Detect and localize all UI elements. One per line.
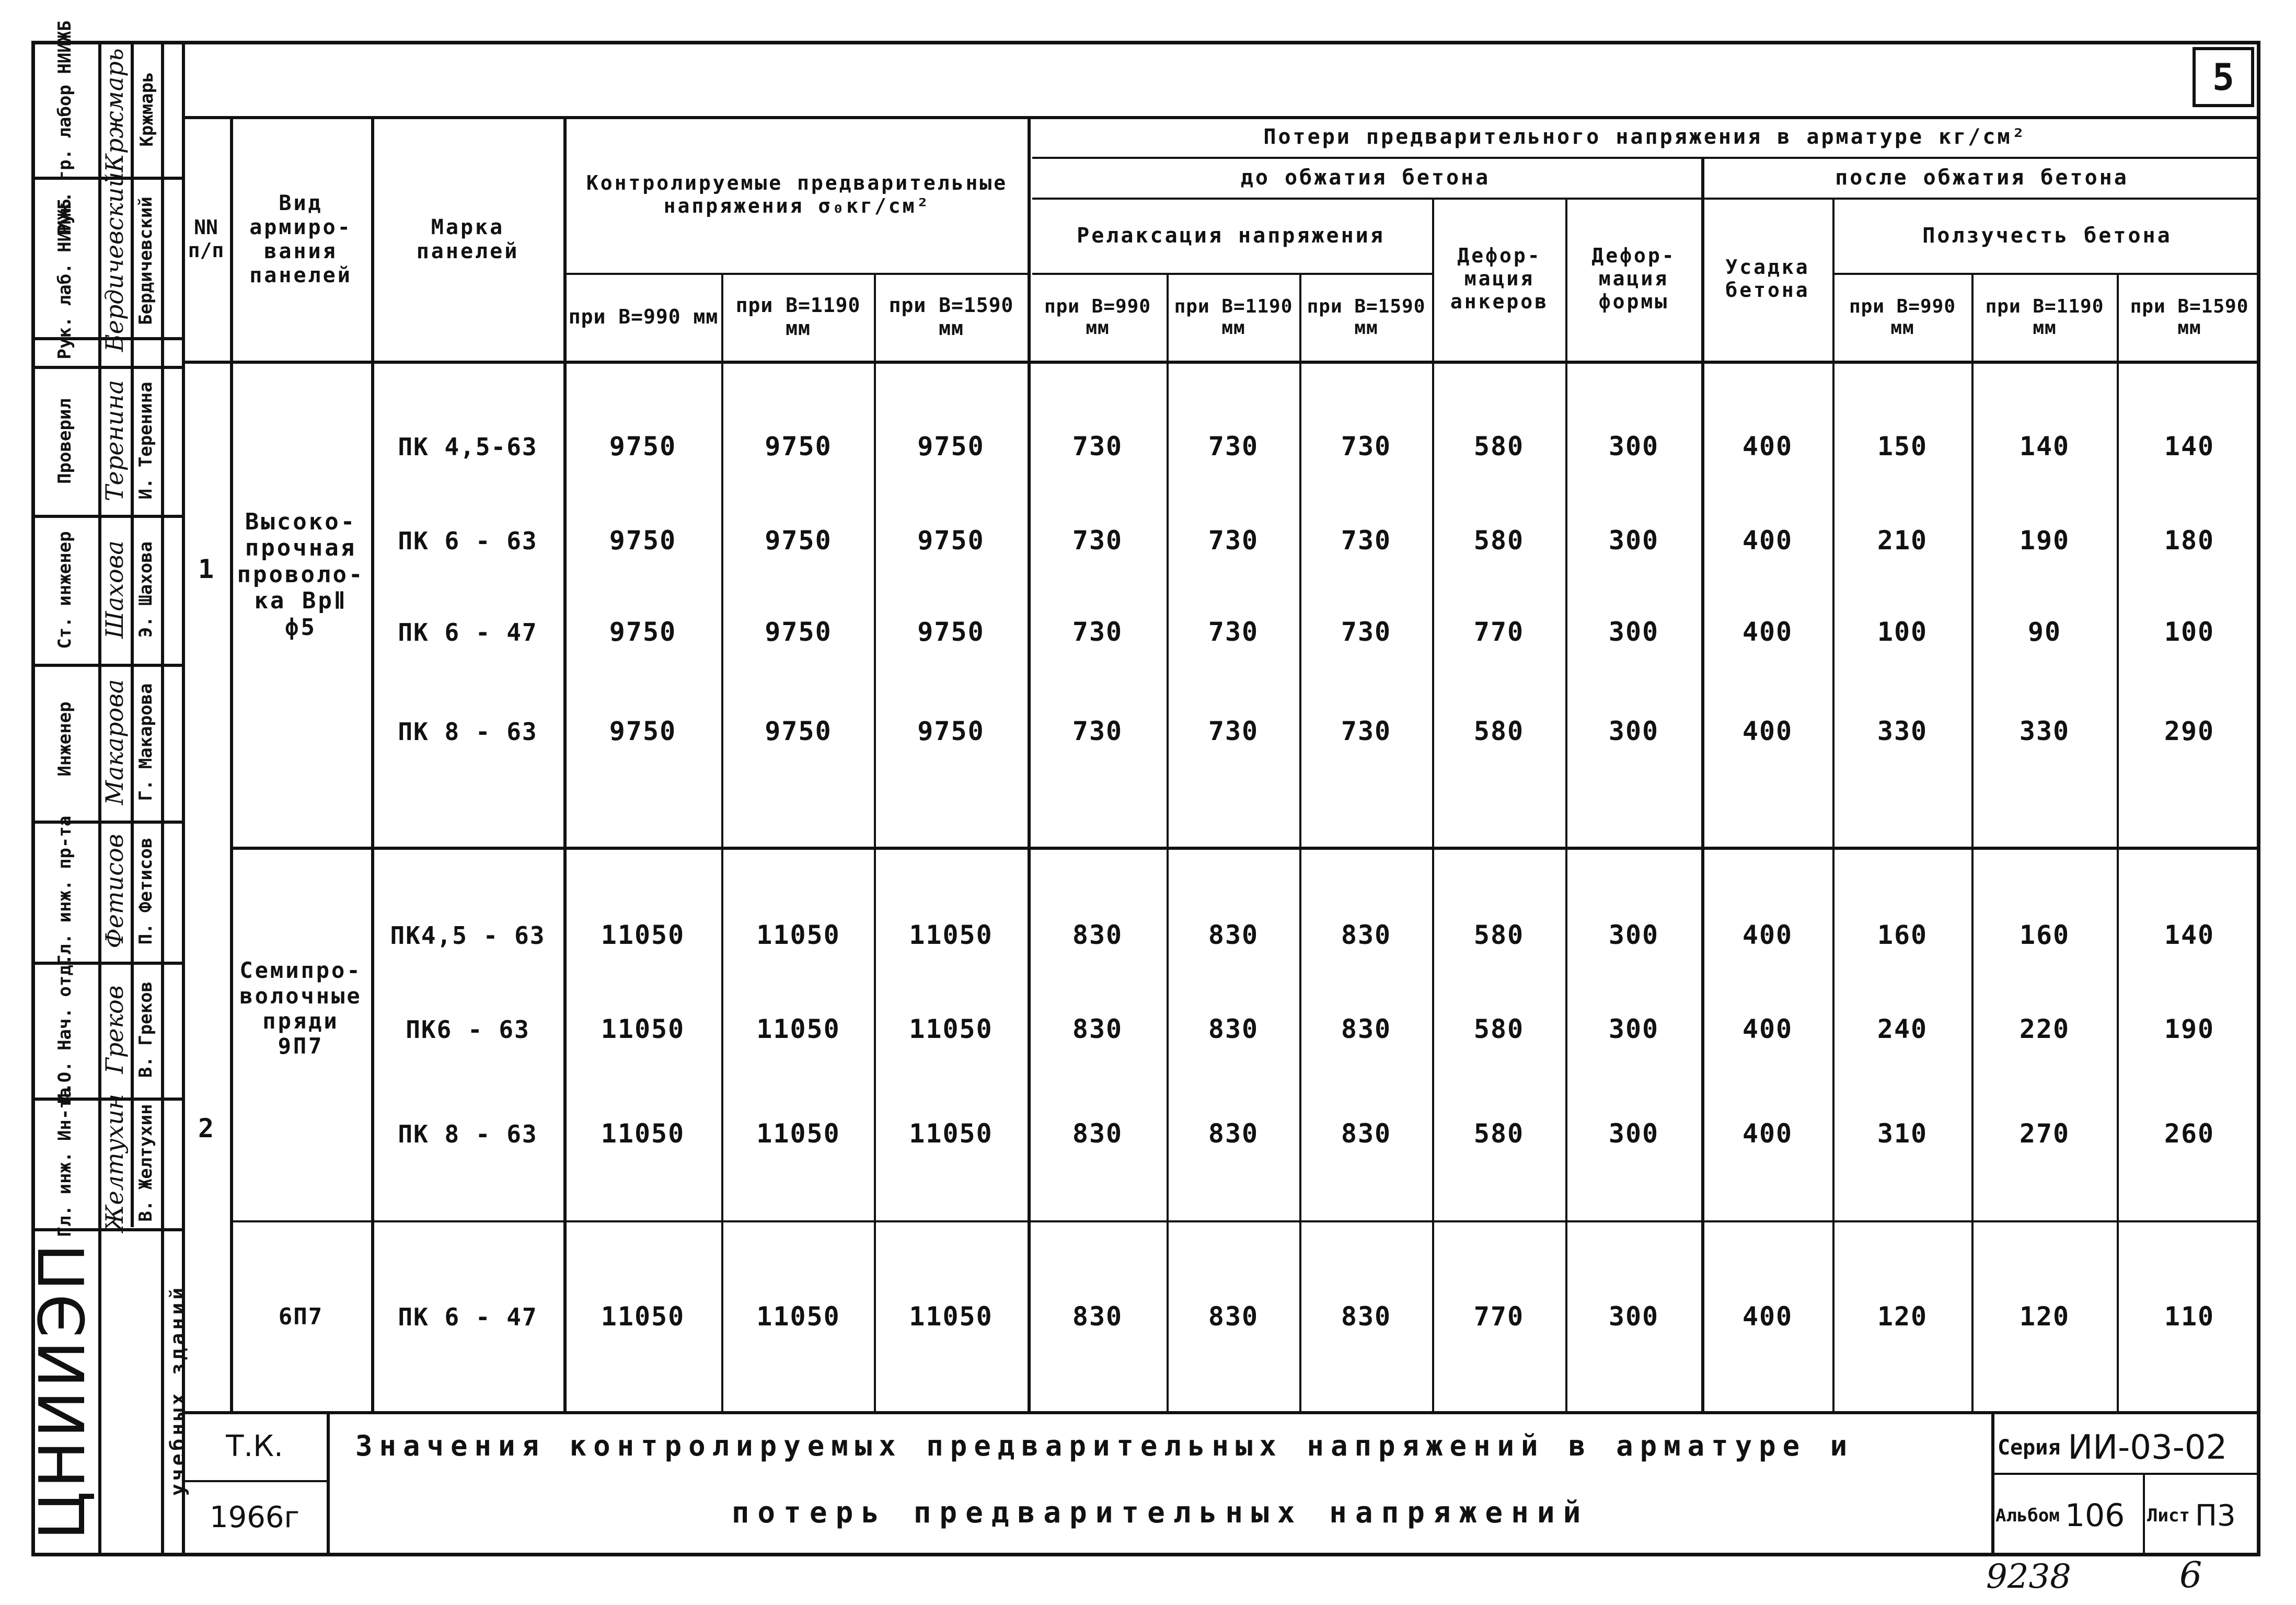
page-number: 5 (2212, 55, 2235, 99)
creep-990: 100 (1877, 617, 1928, 648)
sheet-value: П3 (2195, 1498, 2236, 1533)
controlled-1190: 11050 (756, 920, 840, 951)
stamp-name-5: Г. Макарова (135, 683, 156, 801)
controlled-1590: 9750 (917, 431, 985, 462)
controlled-1190: 11050 (756, 1301, 840, 1332)
relax-1590: 730 (1341, 431, 1392, 462)
controlled-1190: 9750 (765, 431, 832, 462)
header-deform-anchor: Дефор-мация анкеров (1450, 244, 1549, 313)
controlled-990: 11050 (601, 920, 685, 951)
creep-990: 240 (1877, 1014, 1928, 1045)
creep-1590: 140 (2164, 920, 2215, 951)
stamp-role-4: Ст. инженер (54, 531, 75, 649)
relax-990: 830 (1072, 1118, 1123, 1149)
relax-1190: 730 (1208, 431, 1259, 462)
sheet-cell (2147, 1479, 2259, 1552)
relax-1590: 730 (1341, 525, 1392, 556)
stamp-name-6: П. Фетисов (135, 837, 156, 945)
header-relax-1590: при В=1590 мм (1307, 295, 1426, 339)
creep-1590: 140 (2164, 431, 2215, 462)
shrinkage: 400 (1742, 617, 1793, 648)
creep-990: 310 (1877, 1118, 1928, 1149)
creep-1190: 90 (2027, 617, 2062, 648)
controlled-1190: 11050 (756, 1014, 840, 1045)
group-2-type: Семипро-волочные пряди 9П7 (239, 957, 362, 1059)
deform-form: 300 (1608, 1014, 1659, 1045)
creep-990: 150 (1877, 431, 1928, 462)
relax-1190: 730 (1208, 617, 1259, 648)
controlled-1590: 11050 (909, 1301, 993, 1332)
relax-1590: 830 (1341, 920, 1392, 951)
panel-mark: ПК 6 - 63 (398, 526, 538, 555)
stamp-name-2: Бердичевский (135, 197, 156, 325)
group-2-type-6p7: 6П7 (278, 1303, 324, 1330)
controlled-1590: 11050 (909, 1014, 993, 1045)
header-relax-1190: при В=1190 мм (1174, 295, 1293, 339)
group-1-type: Высоко-прочная проволо-ка ВрⅡ ф5 (237, 508, 365, 641)
deform-form: 300 (1608, 617, 1659, 648)
creep-1590: 260 (2164, 1118, 2215, 1149)
deform-anchor: 580 (1473, 431, 1525, 462)
shrinkage: 400 (1742, 1118, 1793, 1149)
sheet-label: Лист (2147, 1505, 2190, 1526)
shrinkage: 400 (1742, 431, 1793, 462)
shrinkage: 400 (1742, 525, 1793, 556)
album-label: Альбом (1995, 1505, 2060, 1526)
relax-1190: 830 (1208, 1301, 1259, 1332)
deform-anchor: 770 (1473, 617, 1525, 648)
controlled-1590: 9750 (917, 716, 985, 747)
header-controlled-990: при В=990 мм (568, 305, 719, 329)
stamp-name-8: В. Желтухин (135, 1104, 156, 1222)
panel-mark: ПК 6 - 47 (398, 618, 538, 646)
header-before-compression: до обжатия бетона (1240, 166, 1491, 190)
relax-1190: 830 (1208, 920, 1259, 951)
deform-anchor: 770 (1473, 1301, 1525, 1332)
group-2-number: 2 (198, 1113, 215, 1144)
relax-990: 830 (1072, 920, 1123, 951)
header-reinforcement-type: Вид армиро-вания панелей (249, 191, 352, 287)
relax-990: 830 (1072, 1301, 1123, 1332)
creep-1190: 120 (2019, 1301, 2070, 1332)
relax-1590: 830 (1341, 1118, 1392, 1149)
controlled-990: 11050 (601, 1301, 685, 1332)
inventory-number: 9238 (1986, 1557, 2071, 1596)
stamp-role-5: Инженер (54, 701, 75, 777)
stamp-role-2: Рук. лаб. НИИЖБ (54, 199, 75, 360)
stamp-signature-3: Теренина (100, 379, 129, 502)
creep-1590: 100 (2164, 617, 2215, 648)
header-shrinkage: Усадка бетона (1725, 256, 1810, 302)
inventory-page: 6 (2179, 1555, 2202, 1596)
controlled-1590: 11050 (909, 1118, 993, 1149)
stamp-role-3: Проверил (54, 398, 75, 484)
stamp-signature-6: Фетисов (100, 834, 129, 949)
album-cell (1995, 1479, 2142, 1552)
creep-1190: 160 (2019, 920, 2070, 951)
creep-1590: 110 (2164, 1301, 2215, 1332)
header-controlled-stress: Контролируемые предварительные напряжения σ₀кг/см² (586, 171, 1008, 217)
deform-form: 300 (1608, 431, 1659, 462)
shrinkage: 400 (1742, 1301, 1793, 1332)
stamp-signature-4: Шахова (100, 540, 129, 639)
stamp-signature-5: Макарова (100, 679, 129, 805)
relax-990: 830 (1072, 1014, 1123, 1045)
header-relax-990: при В=990 мм (1044, 295, 1151, 339)
creep-1190: 220 (2019, 1014, 2070, 1045)
deform-anchor: 580 (1473, 525, 1525, 556)
relax-990: 730 (1072, 617, 1123, 648)
stamp-role-7: И.О. Нач. отд. (54, 954, 75, 1104)
stamp-role-6: Гл. инж. пр-та (54, 815, 75, 966)
header-after-compression: после обжатия бетона (1835, 166, 2129, 190)
creep-1590: 290 (2164, 716, 2215, 747)
group-1-number: 1 (198, 554, 215, 585)
relax-1590: 830 (1341, 1014, 1392, 1045)
document-title-line2: потерь предварительных напряжений (731, 1495, 1589, 1530)
relax-1190: 830 (1208, 1014, 1259, 1045)
stamp-name-7: В. Греков (135, 981, 156, 1078)
header-relaxation: Релаксация напряжения (1077, 224, 1385, 248)
header-creep-1590: при В=1590 мм (2130, 295, 2249, 339)
panel-mark: ПК 6 - 47 (398, 1302, 538, 1331)
relax-1190: 830 (1208, 1118, 1259, 1149)
header-losses: Потери предварительного напряжения в арматуре кг/см² (1263, 125, 2027, 149)
org-subtitle: учебных зданий (166, 1284, 189, 1496)
header-creep-990: при В=990 мм (1849, 295, 1956, 339)
relax-1190: 730 (1208, 716, 1259, 747)
panel-mark: ПК 8 - 63 (398, 717, 538, 746)
header-controlled-1190: при В=1190 мм (735, 294, 861, 340)
deform-anchor: 580 (1473, 1014, 1525, 1045)
series-value: ИИ-03-02 (2068, 1428, 2228, 1467)
controlled-1590: 11050 (909, 920, 993, 951)
controlled-1190: 9750 (765, 525, 832, 556)
controlled-1590: 9750 (917, 617, 985, 648)
shrinkage: 400 (1742, 1014, 1793, 1045)
footer-year: 1966г (210, 1500, 299, 1534)
panel-mark: ПК6 - 63 (406, 1015, 530, 1044)
deform-anchor: 580 (1473, 1118, 1525, 1149)
panel-mark: ПК 4,5-63 (398, 432, 538, 461)
document-title-line1: Значения контролируемых предварительных напряжений в арматуре и (355, 1429, 1854, 1462)
deform-form: 300 (1608, 1118, 1659, 1149)
creep-990: 120 (1877, 1301, 1928, 1332)
creep-990: 210 (1877, 525, 1928, 556)
album-value: 106 (2064, 1497, 2125, 1534)
controlled-990: 11050 (601, 1118, 685, 1149)
controlled-1190: 9750 (765, 716, 832, 747)
controlled-1190: 9750 (765, 617, 832, 648)
creep-1590: 180 (2164, 525, 2215, 556)
relax-1590: 730 (1341, 716, 1392, 747)
stamp-name-1: Кржмарь (136, 72, 157, 147)
header-creep: Ползучесть бетона (1922, 224, 2172, 248)
creep-1190: 140 (2019, 431, 2070, 462)
stamp-signature-2: Бердичевский (100, 171, 129, 352)
controlled-1590: 9750 (917, 525, 985, 556)
relax-990: 730 (1072, 716, 1123, 747)
stamp-name-4: Э. Шахова (135, 541, 156, 638)
relax-1590: 830 (1341, 1301, 1392, 1332)
creep-1190: 270 (2019, 1118, 2070, 1149)
deform-anchor: 580 (1473, 920, 1525, 951)
creep-990: 160 (1877, 920, 1928, 951)
creep-1590: 190 (2164, 1014, 2215, 1045)
controlled-990: 9750 (609, 716, 677, 747)
header-panel-mark: Марка панелей (416, 215, 520, 263)
header-creep-1190: при В=1190 мм (1985, 295, 2104, 339)
relax-1590: 730 (1341, 617, 1392, 648)
deform-form: 300 (1608, 1301, 1659, 1332)
controlled-1190: 11050 (756, 1118, 840, 1149)
series-label: Серия (1998, 1436, 2061, 1460)
stamp-signature-7: Греков (100, 985, 129, 1074)
stamp-signature-8: Желтухин (100, 1093, 129, 1232)
controlled-990: 11050 (601, 1014, 685, 1045)
creep-1190: 330 (2019, 716, 2070, 747)
series-cell (1998, 1427, 2259, 1469)
relax-1190: 730 (1208, 525, 1259, 556)
stamp-role-8: Гл. инж. Ин-та (54, 1087, 75, 1238)
panel-mark: ПК 8 - 63 (398, 1119, 538, 1148)
stamp-role-1: Рук. гр. лабор НИИЖБ (54, 20, 75, 235)
header-controlled-1590: при В=1590 мм (889, 294, 1014, 340)
controlled-990: 9750 (609, 431, 677, 462)
deform-anchor: 580 (1473, 716, 1525, 747)
relax-990: 730 (1072, 525, 1123, 556)
panel-mark: ПК4,5 - 63 (390, 921, 546, 950)
stamp-name-3: И. Теренина (135, 382, 156, 500)
relax-990: 730 (1072, 431, 1123, 462)
deform-form: 300 (1608, 920, 1659, 951)
creep-1190: 190 (2019, 525, 2070, 556)
deform-form: 300 (1608, 525, 1659, 556)
shrinkage: 400 (1742, 920, 1793, 951)
controlled-990: 9750 (609, 617, 677, 648)
controlled-990: 9750 (609, 525, 677, 556)
org-logo: ЦНИИЭП (26, 1240, 99, 1540)
creep-990: 330 (1877, 716, 1928, 747)
shrinkage: 400 (1742, 716, 1793, 747)
deform-form: 300 (1608, 716, 1659, 747)
header-row-number: NN п/п (188, 215, 224, 262)
header-deform-form: Дефор-мация формы (1591, 244, 1676, 313)
footer-tk: Т.К. (226, 1429, 283, 1463)
stamp-signature-1: Кржмарь (100, 48, 129, 172)
